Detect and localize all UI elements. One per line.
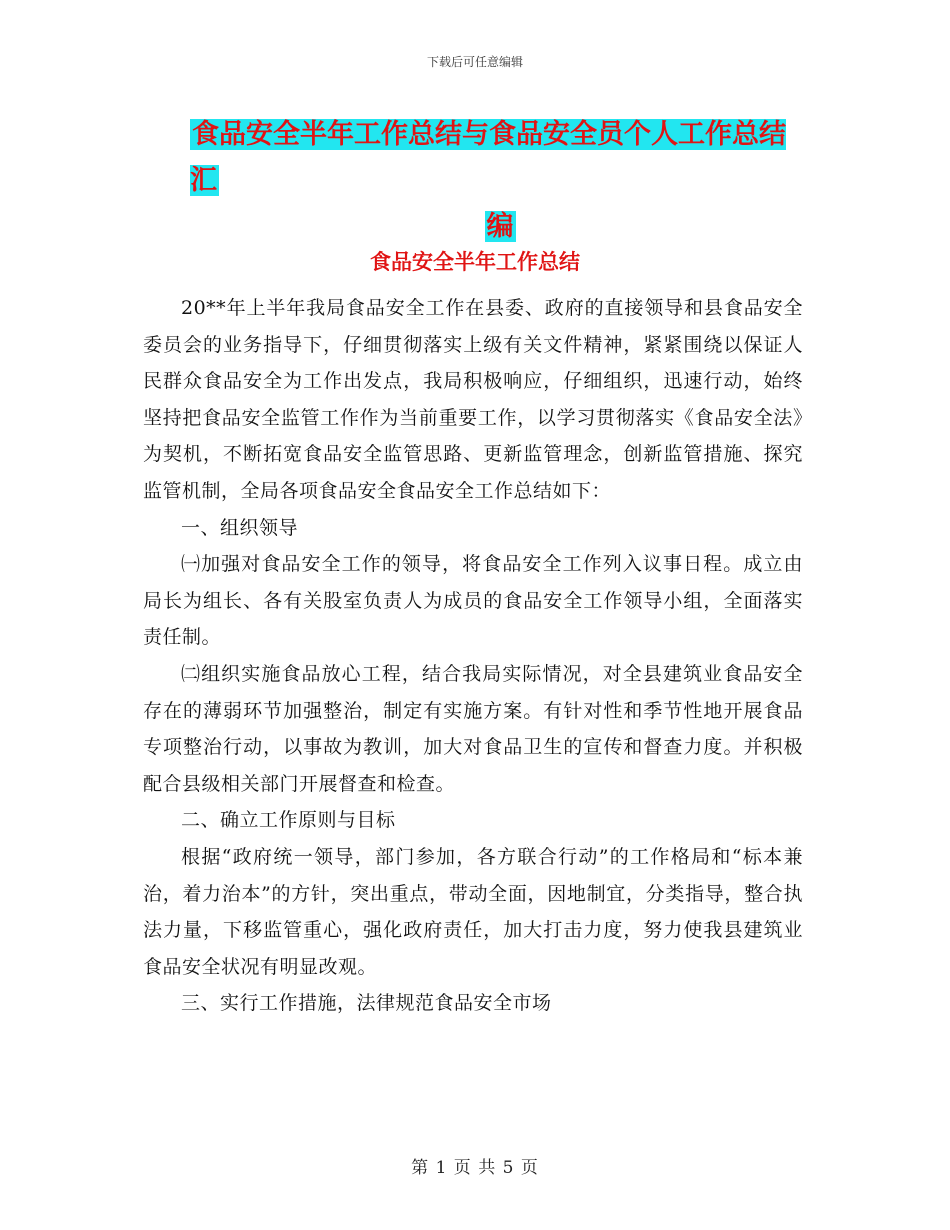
header-note: 下载后可任意编辑 bbox=[426, 55, 523, 69]
document-title-line-1 bbox=[190, 112, 810, 204]
page-number: 第 1 页 共 5 页 bbox=[411, 1158, 539, 1178]
title-highlight: 编 bbox=[486, 211, 514, 242]
title-highlight: 食品安全半年工作总结与食品安全员个人工作总结汇 bbox=[190, 119, 786, 196]
document-body bbox=[143, 290, 803, 1022]
document-title-line-2 bbox=[190, 204, 810, 250]
paragraph-intro: 20**年上半年我局食品安全工作在县委、政府的直接领导和县食品安全委员会的业务指导下，仔细贯彻落实上级有关文件精神，紧紧围绕以保证人民群众食品安全为工作出发点，我局积极响应，仔细组织，迅速行动，始终坚持把食品安全监管工作作为当前重要工作，以学习贯彻落实《食品安全法》为契机，不断拓宽食品安全监管思路、更新监管理念，创新监管措施、探究监管机制，全局各项食品安全食品安全工作总结如下： bbox=[143, 297, 803, 502]
heading-organization: 一、组织领导 bbox=[181, 516, 299, 539]
document-title bbox=[190, 112, 810, 250]
paragraph-principles: 根据“政府统一领导，部门参加，各方联合行动”的工作格局和“标本兼治，着力治本”的方针，突出重点，带动全面，因地制宜，分类指导，整合执法力量，下移监管重心，强化政府责任，加大打击力度，努力使我县建筑业食品安全状况有明显改观。 bbox=[143, 845, 803, 978]
heading-measures: 三、实行工作措施，法律规范食品安全市场 bbox=[181, 992, 552, 1015]
paragraph-item-2: ㈡组织实施食品放心工程，结合我局实际情况，对全县建筑业食品安全存在的薄弱环节加强整治，制定有实施方案。有针对性和季节性地开展食品专项整治行动，以事故为教训，加大对食品卫生的宣传和督查力度。并积极配合县级相关部门开展督查和检查。 bbox=[143, 662, 803, 795]
paragraph-item-1: ㈠加强对食品安全工作的领导，将食品安全工作列入议事日程。成立由局长为组长、各有关股室负责人为成员的食品安全工作领导小组，全面落实责任制。 bbox=[143, 553, 803, 649]
section-title: 食品安全半年工作总结 bbox=[370, 250, 580, 274]
heading-principles: 二、确立工作原则与目标 bbox=[181, 809, 396, 832]
